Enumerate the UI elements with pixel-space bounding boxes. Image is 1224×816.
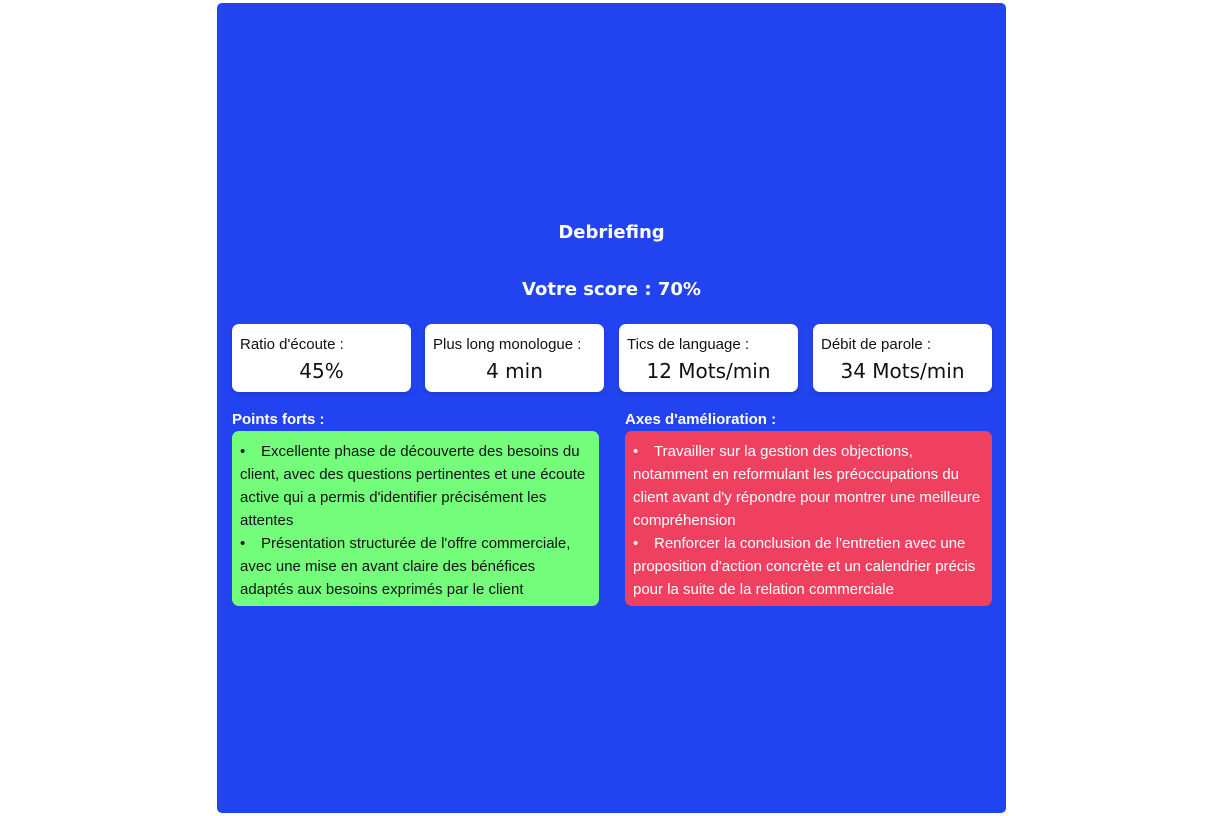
debriefing-panel [217, 3, 1006, 813]
metric-card-listening-ratio [232, 324, 411, 392]
metric-label: Plus long monologue : [433, 336, 582, 353]
score-text: Votre score : 70% [522, 279, 701, 300]
metric-value: 45% [299, 359, 344, 383]
list-item [240, 532, 591, 601]
page-title: Debriefing [558, 222, 665, 243]
metric-value: 4 min [486, 359, 543, 383]
metric-card-verbal-tics [619, 324, 798, 392]
list-item [633, 440, 984, 532]
improvements-heading: Axes d'amélioration : [625, 411, 777, 428]
metric-card-speech-rate [813, 324, 992, 392]
bullet-icon: • [240, 443, 246, 460]
metric-card-longest-monologue [425, 324, 604, 392]
improvements-list [633, 440, 984, 601]
strength-text: Excellente phase de découverte des besoins du client, avec des questions pertinentes et une écoute active qui a permis d'identifier précisément les attentes [240, 443, 586, 529]
strengths-list [240, 440, 591, 601]
improvement-text: Travailler sur la gestion des objections, notamment en reformulant les préoccupations du client avant d'y répondre pour montrer une meilleure compréhension [633, 443, 981, 529]
metric-label: Tics de language : [627, 336, 750, 353]
bullet-icon: • [633, 535, 639, 552]
bullet-icon: • [240, 535, 246, 552]
list-item [633, 532, 984, 601]
metric-value: 12 Mots/min [646, 359, 771, 383]
metric-value: 34 Mots/min [840, 359, 965, 383]
strength-text: Présentation structurée de l'offre commerciale, avec une mise en avant claire des bénéfices adaptés aux besoins exprimés par le client [240, 535, 571, 598]
strengths-box [232, 431, 599, 606]
metric-label: Ratio d'écoute : [240, 336, 344, 353]
list-item [240, 440, 591, 532]
bullet-icon: • [633, 443, 639, 460]
improvement-text: Renforcer la conclusion de l'entretien avec une proposition d'action concrète et un calendrier précis pour la suite de la relation commerciale [633, 535, 976, 598]
metric-label: Débit de parole : [821, 336, 932, 353]
improvements-box [625, 431, 992, 606]
strengths-heading: Points forts : [232, 411, 325, 428]
